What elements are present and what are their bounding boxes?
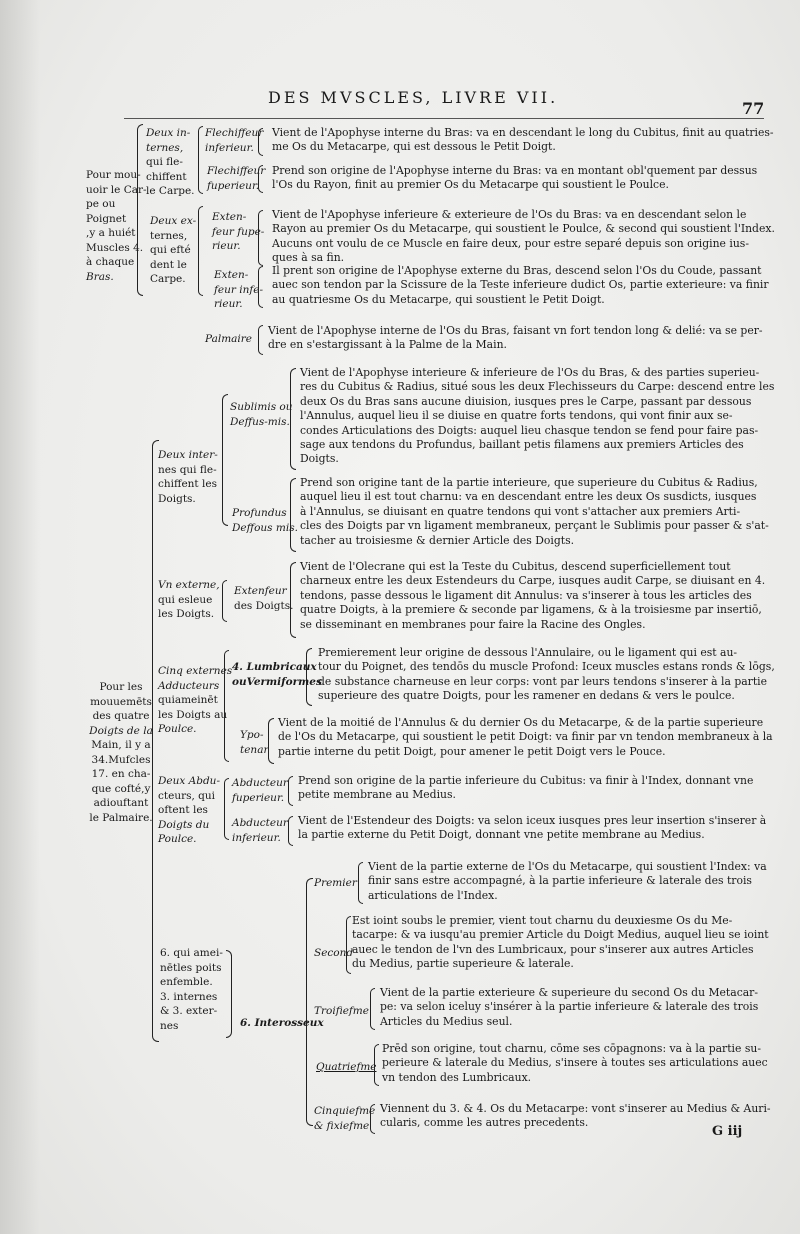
profundus-text: Prend son origine tant de la partie interieure, que superieure du Cubitus & Radius, auquel lieu il est tout charnu: va en descendant entre les deux Os susdicts, iusques à l'Annulus, se diuisant en quatre tendons qui vont s'attacher aux premiers Arti- cles des Doigts par vn ligament membraneux, perçant le Sublimis pour passer & s'at- tacher au troisiesme & dernier Article des Doigts.: [300, 476, 769, 547]
page-number: 77: [742, 99, 765, 118]
extenseur-inferieur-label: Exten- feur infe- rieur.: [214, 269, 263, 310]
hypothenar-text: Vient de la moitié de l'Annulus & du dernier Os du Metacarpe, & de la partie superieure de l'Os du Metacarpe, qui soustient le petit Doigt: va finir par vn tendon membraneux à la partie interne du petit Doigt, pour amener le petit Doigt vers le Pouce.: [278, 716, 773, 758]
gutter-shadow: [0, 0, 40, 1234]
externe-brace: [222, 580, 227, 622]
premier-brace: [358, 862, 363, 904]
premier-label: Premier: [314, 877, 357, 889]
troisiesme-text: Vient de la partie exterieure & superieure du second Os du Metacar- pe: va selon iceluy s'insérer à la partie inferieure & laterale des trois Articles du Medius seul.: [380, 986, 759, 1028]
six-label: 6. qui amei- nētles poits enfemble. 3. internes & 3. exter- nes: [160, 947, 223, 1032]
palmaire-label: Palmaire: [205, 333, 253, 345]
carpe-internes-label: Deux in- ternes, qui fle- chiffent le Carpe.: [146, 127, 195, 197]
cinq-externes-brace: [224, 650, 229, 762]
lumbricaux-brace: [306, 648, 312, 706]
lumbricaux-label: 4. Lumbricaux ouVermiformes: [232, 661, 322, 688]
second-label: Second: [314, 947, 354, 959]
extenseur-label: Extenfeur des Doigts.: [234, 585, 294, 612]
header-rule: [124, 118, 764, 119]
carpe-externes-brace: [198, 206, 203, 296]
carpe-main-brace: [137, 124, 143, 296]
six-brace: [226, 950, 232, 1038]
profundus-brace: [290, 478, 296, 552]
palmaire-brace: [258, 325, 263, 355]
carpe-main-label: Pour mou- uoir le Car- pe ou Poignet ,y a huiét Muscles 4. à chaque Bras.: [86, 169, 147, 283]
extenseur-superieur-brace: [258, 210, 263, 266]
hypothenar-brace: [268, 718, 274, 764]
cinquiesme-text: Viennent du 3. & 4. Os du Metacarpe: vont s'inserer au Medius & Auri- cularis, comme les autres precedents.: [380, 1102, 771, 1130]
quatriesme-label: Quatriefme: [316, 1061, 377, 1073]
quatriesme-brace: [374, 1044, 379, 1086]
cinq-externes-label: Cinq externes Adducteurs quiameinēt les Doigts au Poulce.: [158, 665, 233, 735]
troisiesme-label: Troifiefme: [314, 1005, 369, 1017]
flechisseur-inferieur-text: Vient de l'Apophyse interne du Bras: va en descendant le long du Cubitus, finit au quatries- me Os du Metacarpe, qui est dessous le Petit Doigt.: [272, 126, 774, 154]
profundus-label: Profundus Deffous mis.: [232, 507, 298, 534]
signature-mark: G iij: [712, 1124, 743, 1139]
internes-label: Deux inter- nes qui fle- chiffent les Doigts.: [158, 449, 218, 505]
extenseur-text: Vient de l'Olecrane qui est la Teste du Cubitus, descend superficiellement tout charneux entre les deux Estendeurs du Carpe, iusques audit Carpe, se diuisant en 4. tendons, passe dessous le ligament dit Annulus: va s'inserer à tous les articles des quatre Doigts, à la premiere & seconde par ligamens, & à la troisiesme par insertiō, se disseminant en membranes pour faire la Racine des Ongles.: [300, 560, 766, 631]
second-brace: [346, 916, 351, 974]
carpe-internes-brace: [198, 126, 203, 194]
abducteurs-brace: [224, 778, 229, 840]
quatriesme-text: Prēd son origine, tout charnu, cōme ses cōpagnons: va à la partie su- perieure & laterale du Medius, s'insere à toutes ses articulations auec vn tendon des Lumbricaux.: [382, 1042, 768, 1084]
abducteur-inferieur-label: Abducteur inferieur.: [232, 817, 288, 844]
externe-label: Vn externe, qui esleue les Doigts.: [158, 579, 220, 620]
cinquiesme-brace: [370, 1104, 375, 1134]
running-title: DES MVSCLES, LIVRE VII.: [268, 88, 559, 107]
abducteur-superieur-label: Abducteur fuperieur.: [232, 777, 288, 804]
palmaire-text: Vient de l'Apophyse interne de l'Os du Bras, faisant vn fort tendon long & delié: va se per- dre en s'estargissant à la Palme de la Main.: [268, 324, 763, 352]
carpe-externes-label: Deux ex- ternes, qui efté dent le Carpe.: [150, 215, 197, 285]
sublimis-text: Vient de l'Apophyse interieure & inferieure de l'Os du Bras, & des parties superieu- res du Cubitus & Radius, situé sous les deux Flechisseurs du Carpe: descend entre les deux Os du Bras sans aucune diuision, iusques pres le Carpe, passant par dessous l'Annulus, auquel lieu il se diuise en quatre forts tendons, qui vont finir aux se- condes Articulations des Doigts: auquel lieu chasque tendon se fend pour faire pas- sage aux tendons du Profundus, baillant petis filamens aux premiers Articles des Doigts.: [300, 366, 775, 466]
cinquiesme-label: Cinquiefme & fixiefme: [314, 1105, 376, 1132]
lumbricaux-text: Premierement leur origine de dessous l'Annulaire, ou le ligament qui est au- tour du Poignet, des tendōs du muscle Profond: Iceux muscles estans ronds & lōgs, de substance charneuse en leur corps: vont par leurs tendons s'inserer à la partie superieure des quatre Doigts, pour les ramener en dedans & vers le poulce.: [318, 646, 775, 703]
abducteur-inferieur-text: Vient de l'Estendeur des Doigts: va selon iceux iusques pres leur insertion s'inserer à la partie externe du Petit Doigt, donnant vne petite membrane au Medius.: [298, 814, 767, 842]
troisiesme-brace: [370, 988, 375, 1030]
flechisseur-inferieur-brace: [258, 128, 263, 156]
sublimis-brace: [290, 368, 296, 470]
extenseur-brace: [290, 562, 296, 638]
flechisseur-superieur-brace: [258, 165, 263, 193]
hypothenar-label: Ypo- tenar: [240, 729, 269, 756]
doigts-main-brace: [152, 440, 159, 1042]
doigts-main-label: Pour les mouuemēts des quatre Doigts de la Main, il y a 34.Mufcles 17. en cha- que cofté,y adiouftant le Palmaire.: [89, 681, 153, 824]
flechisseur-superieur-text: Prend son origine de l'Apophyse interne du Bras: va en montant obl'quement par dessus l'Os du Rayon, finit au premier Os du Metacarpe qui soustient le Poulce.: [272, 164, 758, 192]
flechisseur-inferieur-label: Flechiffeur inferieur.: [205, 127, 264, 154]
abducteur-inferieur-brace: [288, 816, 293, 846]
premier-text: Vient de la partie externe de l'Os du Metacarpe, qui soustient l'Index: va finir sans estre accompagné, à la partie inferieure & laterale des trois articulations de l'Index.: [368, 860, 767, 902]
extenseur-inferieur-text: Il prent son origine de l'Apophyse externe du Bras, descend selon l'Os du Coude, passant auec son tendon par la Scissure de la Teste inferieure dudict Os, partie exterieure: va finir au quatriesme Os du Metacarpe, qui soustient le Petit Doigt.: [272, 264, 769, 306]
second-text: Est ioint soubs le premier, vient tout charnu du deuxiesme Os du Me- tacarpe: & va iusqu'au premier Article du Doigt Medius, auquel lieu se ioint auec le tendon de l'vn des Lumbricaux, pour s'inserer aux autres Articles du Medius, partie superieure & laterale.: [352, 914, 769, 971]
abducteurs-label: Deux Abdu- cteurs, qui oftent les Doigts du Poulce.: [158, 775, 220, 845]
interosseux-brace: [306, 878, 313, 1126]
extenseur-superieur-label: Exten- feur fupe- rieur.: [212, 211, 265, 252]
extenseur-inferieur-brace: [258, 266, 263, 308]
sublimis-label: Sublimis ou Deffus-mis.: [230, 401, 293, 428]
interosseux-label: 6. Interosseux: [240, 1017, 324, 1029]
abducteur-superieur-text: Prend son origine de la partie inferieure du Cubitus: va finir à l'Index, donnant vne petite membrane au Medius.: [298, 774, 754, 802]
flechisseur-superieur-label: Flechiffeur fuperieur.: [207, 165, 266, 192]
extenseur-superieur-text: Vient de l'Apophyse inferieure & exterieure de l'Os du Bras: va en descendant selon le Rayon au premier Os du Metacarpe, qui soustient le Poulce, & second qui soustient l'Index. Aucuns ont voulu de ce Muscle en faire deux, pour estre separé depuis son origine ius- ques à sa fin.: [272, 208, 775, 265]
internes-brace: [222, 394, 228, 526]
abducteur-superieur-brace: [288, 776, 293, 806]
